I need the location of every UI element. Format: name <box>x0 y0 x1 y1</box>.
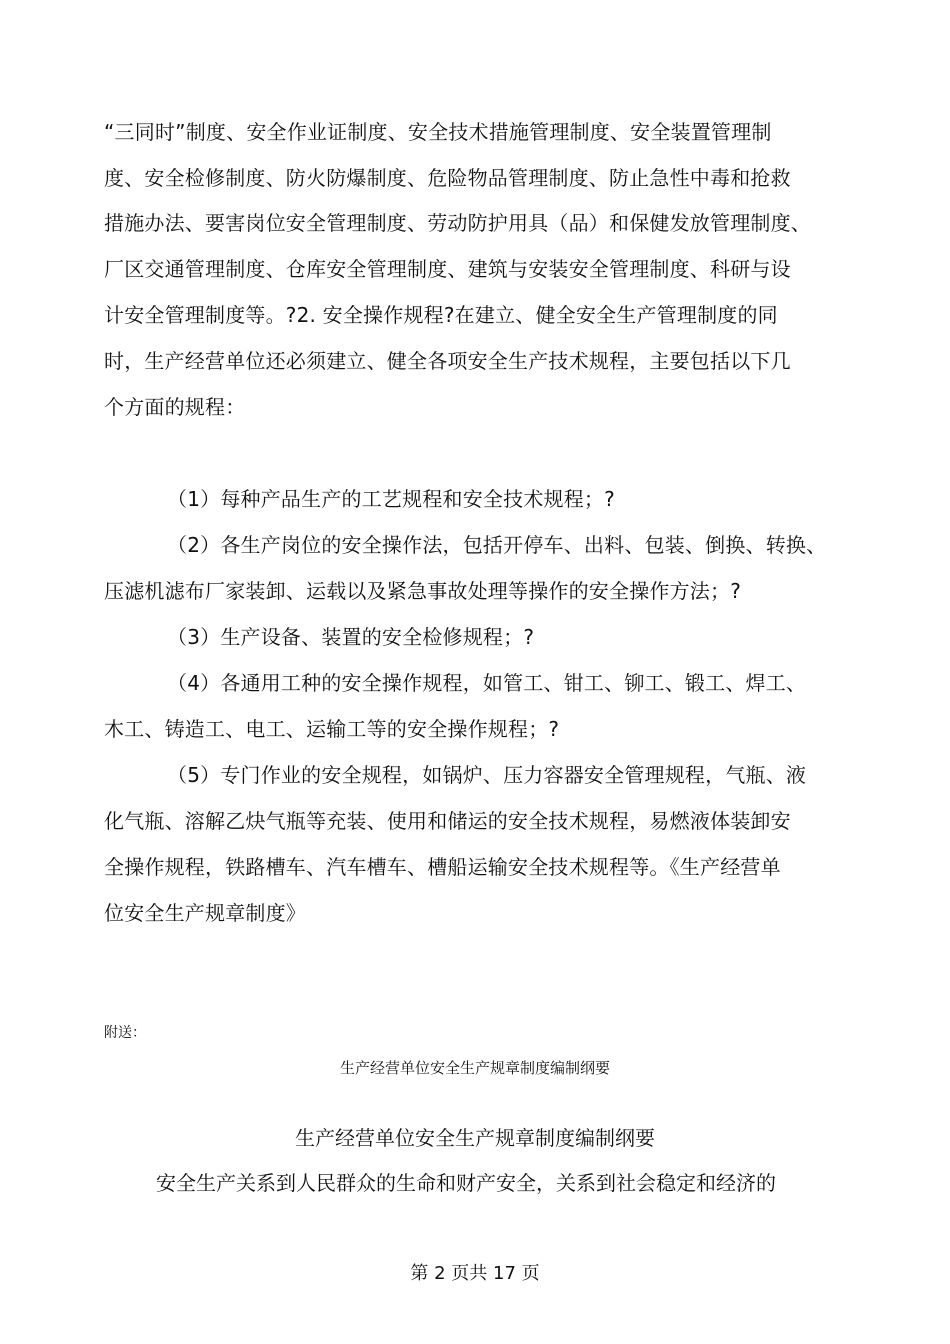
intro-line: 厂区交通管理制度、仓库安全管理制度、建筑与安装安全管理制度、科研与设 <box>104 257 791 281</box>
page-indicator: 第 2 页共 17 页 <box>410 1263 540 1284</box>
list-item-line: （2）各生产岗位的安全操作法，包括开停车、出料、包装、倒换、转换、 <box>167 533 827 557</box>
list-item-line: 木工、铸造工、电工、运输工等的安全操作规程；? <box>104 717 560 741</box>
list-item-line: 全操作规程，铁路槽车、汽车槽车、槽船运输安全技术规程等。《生产经营单 <box>104 855 781 879</box>
intro-line: 计安全管理制度等。?2. 安全操作规程?在建立、健全安全生产管理制度的同 <box>104 303 778 327</box>
intro-line: 个方面的规程： <box>104 395 246 419</box>
list-item-line: 位安全生产规章制度》 <box>104 901 306 925</box>
intro-line: 度、安全检修制度、防火防爆制度、危险物品管理制度、防止急性中毒和抢救 <box>104 166 791 190</box>
intro-line: “三同时”制度、安全作业证制度、安全技术措施管理制度、安全装置管理制 <box>104 120 772 144</box>
list-item-line: （5）专门作业的安全规程，如锅炉、压力容器安全管理规程，气瓶、液 <box>167 763 807 787</box>
outline-body: 安全生产关系到人民群众的生命和财产安全，关系到社会稳定和经济的 <box>156 1171 776 1195</box>
list-item-line: （1）每种产品生产的工艺规程和安全技术规程；? <box>167 487 615 511</box>
appendix-label: 附送： <box>104 1025 146 1041</box>
outline-title: 生产经营单位安全生产规章制度编制纲要 <box>295 1126 655 1150</box>
list-item-line: （4）各通用工种的安全操作规程，如管工、钳工、铆工、锻工、焊工、 <box>167 671 807 695</box>
appendix-subtitle: 生产经营单位安全生产规章制度编制纲要 <box>339 1059 610 1077</box>
list-item-line: （3）生产设备、装置的安全检修规程；? <box>167 625 535 649</box>
intro-line: 措施办法、要害岗位安全管理制度、劳动防护用具（品）和保健发放管理制度、 <box>104 211 811 235</box>
list-item-line: 化气瓶、溶解乙炔气瓶等充装、使用和储运的安全技术规程，易燃液体装卸安 <box>104 809 791 833</box>
list-item-line: 压滤机滤布厂家装卸、运载以及紧急事故处理等操作的安全操作方法；? <box>104 579 742 603</box>
intro-line: 时，生产经营单位还必须建立、健全各项安全生产技术规程，主要包括以下几 <box>104 349 791 373</box>
